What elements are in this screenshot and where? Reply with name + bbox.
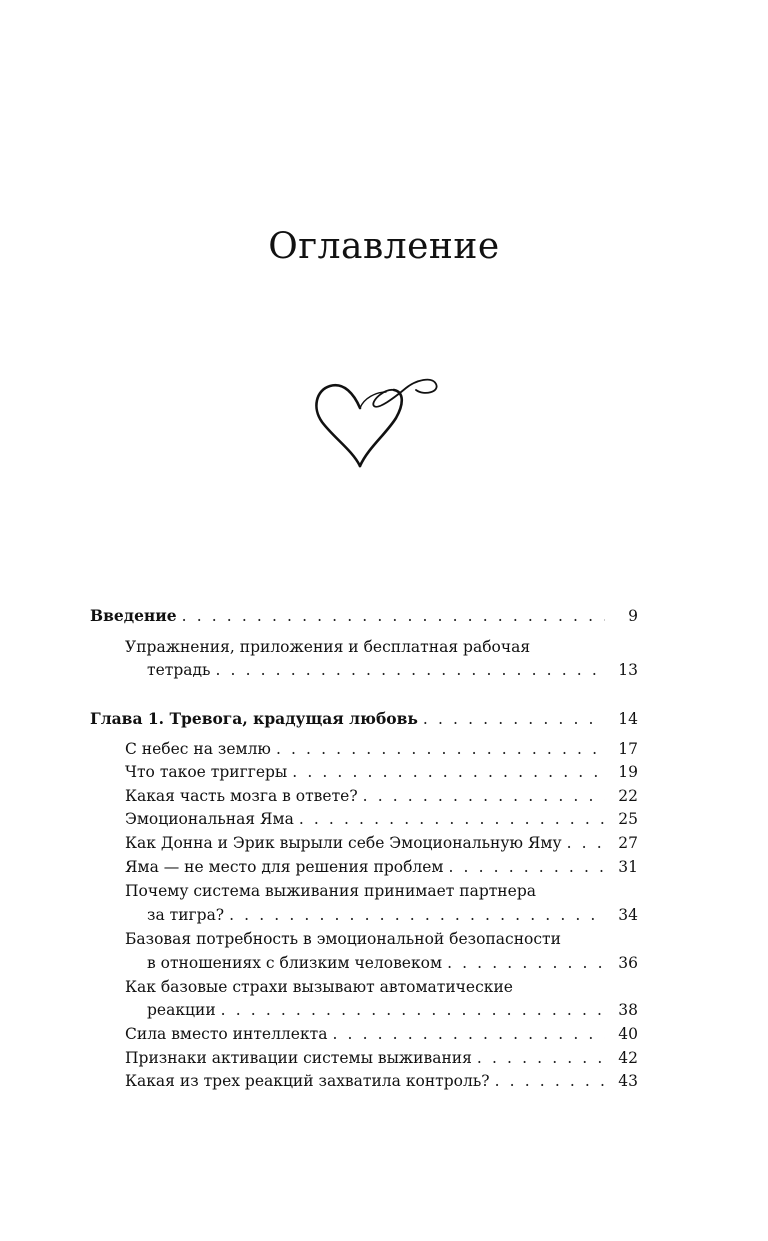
dot-leader bbox=[292, 762, 605, 782]
dot-leader bbox=[332, 1024, 605, 1044]
dot-leader bbox=[495, 1071, 605, 1091]
toc-page-number: 14 bbox=[618, 710, 638, 728]
toc-subentry[interactable] bbox=[147, 1000, 638, 1020]
toc-page-number: 36 bbox=[618, 954, 638, 972]
toc-subentry[interactable] bbox=[147, 953, 638, 973]
dot-leader bbox=[423, 709, 605, 729]
toc-page-number: 22 bbox=[618, 787, 638, 805]
toc-subentry-line[interactable]: Почему система выживания принимает партнера bbox=[125, 882, 536, 900]
dot-leader bbox=[276, 739, 605, 759]
toc-entry-title: Сила вместо интеллекта bbox=[125, 1025, 328, 1043]
dot-leader bbox=[567, 833, 605, 853]
dot-leader bbox=[221, 1000, 605, 1020]
toc-entry-title: Признаки активации системы выживания bbox=[125, 1049, 472, 1067]
dot-leader bbox=[299, 809, 605, 829]
toc-entry-title: Глава 1. Тревога, крадущая любовь bbox=[90, 709, 418, 728]
toc-subentry-line[interactable]: Как базовые страхи вызывают автоматические bbox=[125, 978, 513, 996]
toc-entry-title: С небес на землю bbox=[125, 740, 271, 758]
toc-subentry-intro[interactable] bbox=[147, 660, 638, 680]
toc-subentry[interactable] bbox=[125, 833, 638, 853]
toc-page-number: 42 bbox=[618, 1049, 638, 1067]
toc-subentry[interactable] bbox=[125, 809, 638, 829]
toc-subentry[interactable] bbox=[147, 905, 638, 925]
page-title: Оглавление bbox=[268, 226, 500, 267]
toc-entry-title: Какая из трех реакций захватила контроль? bbox=[125, 1072, 490, 1090]
dot-leader bbox=[215, 660, 605, 680]
toc-subentry[interactable] bbox=[125, 786, 638, 806]
dot-leader bbox=[182, 606, 605, 626]
toc-subentry[interactable] bbox=[125, 1048, 638, 1068]
dot-leader bbox=[363, 786, 605, 806]
toc-entry-title: за тигра? bbox=[147, 906, 225, 924]
toc-page-number: 31 bbox=[618, 858, 638, 876]
toc-entry-chapter-1[interactable] bbox=[90, 709, 638, 729]
toc-page-number: 19 bbox=[618, 763, 638, 781]
dot-leader bbox=[447, 953, 605, 973]
toc-page-number: 17 bbox=[618, 740, 638, 758]
toc-page-number: 27 bbox=[618, 834, 638, 852]
toc-entry-intro[interactable] bbox=[90, 606, 638, 626]
toc-entry-title: Как Донна и Эрик вырыли себе Эмоциональную Яму bbox=[125, 834, 562, 852]
toc-page-number: 13 bbox=[618, 661, 638, 679]
toc-entry-title: Яма — не место для решения проблем bbox=[125, 858, 444, 876]
toc-subentry[interactable] bbox=[125, 857, 638, 877]
toc-entry-title: Введение bbox=[90, 606, 177, 625]
dot-leader bbox=[229, 905, 605, 925]
heart-flourish-icon bbox=[312, 368, 444, 472]
dot-leader bbox=[477, 1048, 605, 1068]
toc-page-number: 43 bbox=[618, 1072, 638, 1090]
toc-entry-title: Что такое триггеры bbox=[125, 763, 288, 781]
toc-entry-title: реакции bbox=[147, 1001, 216, 1019]
toc-entry-title: Эмоциональная Яма bbox=[125, 810, 294, 828]
toc-page-number: 38 bbox=[618, 1001, 638, 1019]
toc-page-number: 25 bbox=[618, 810, 638, 828]
toc-subentry-line[interactable]: Упражнения, приложения и бесплатная рабочая bbox=[125, 638, 531, 656]
toc-page-number: 9 bbox=[628, 607, 638, 625]
dot-leader bbox=[448, 857, 605, 877]
toc-subentry[interactable] bbox=[125, 762, 638, 782]
toc-page-number: 34 bbox=[618, 906, 638, 924]
toc-page-number: 40 bbox=[618, 1025, 638, 1043]
toc-entry-title: Какая часть мозга в ответе? bbox=[125, 787, 358, 805]
toc-subentry[interactable] bbox=[125, 1024, 638, 1044]
toc-entry-title: тетрадь bbox=[147, 661, 211, 679]
toc-subentry[interactable] bbox=[125, 1071, 638, 1091]
toc-subentry[interactable] bbox=[125, 739, 638, 759]
toc-entry-title: в отношениях с близким человеком bbox=[147, 954, 443, 972]
toc-subentry-line[interactable]: Базовая потребность в эмоциональной безопасности bbox=[125, 930, 561, 948]
